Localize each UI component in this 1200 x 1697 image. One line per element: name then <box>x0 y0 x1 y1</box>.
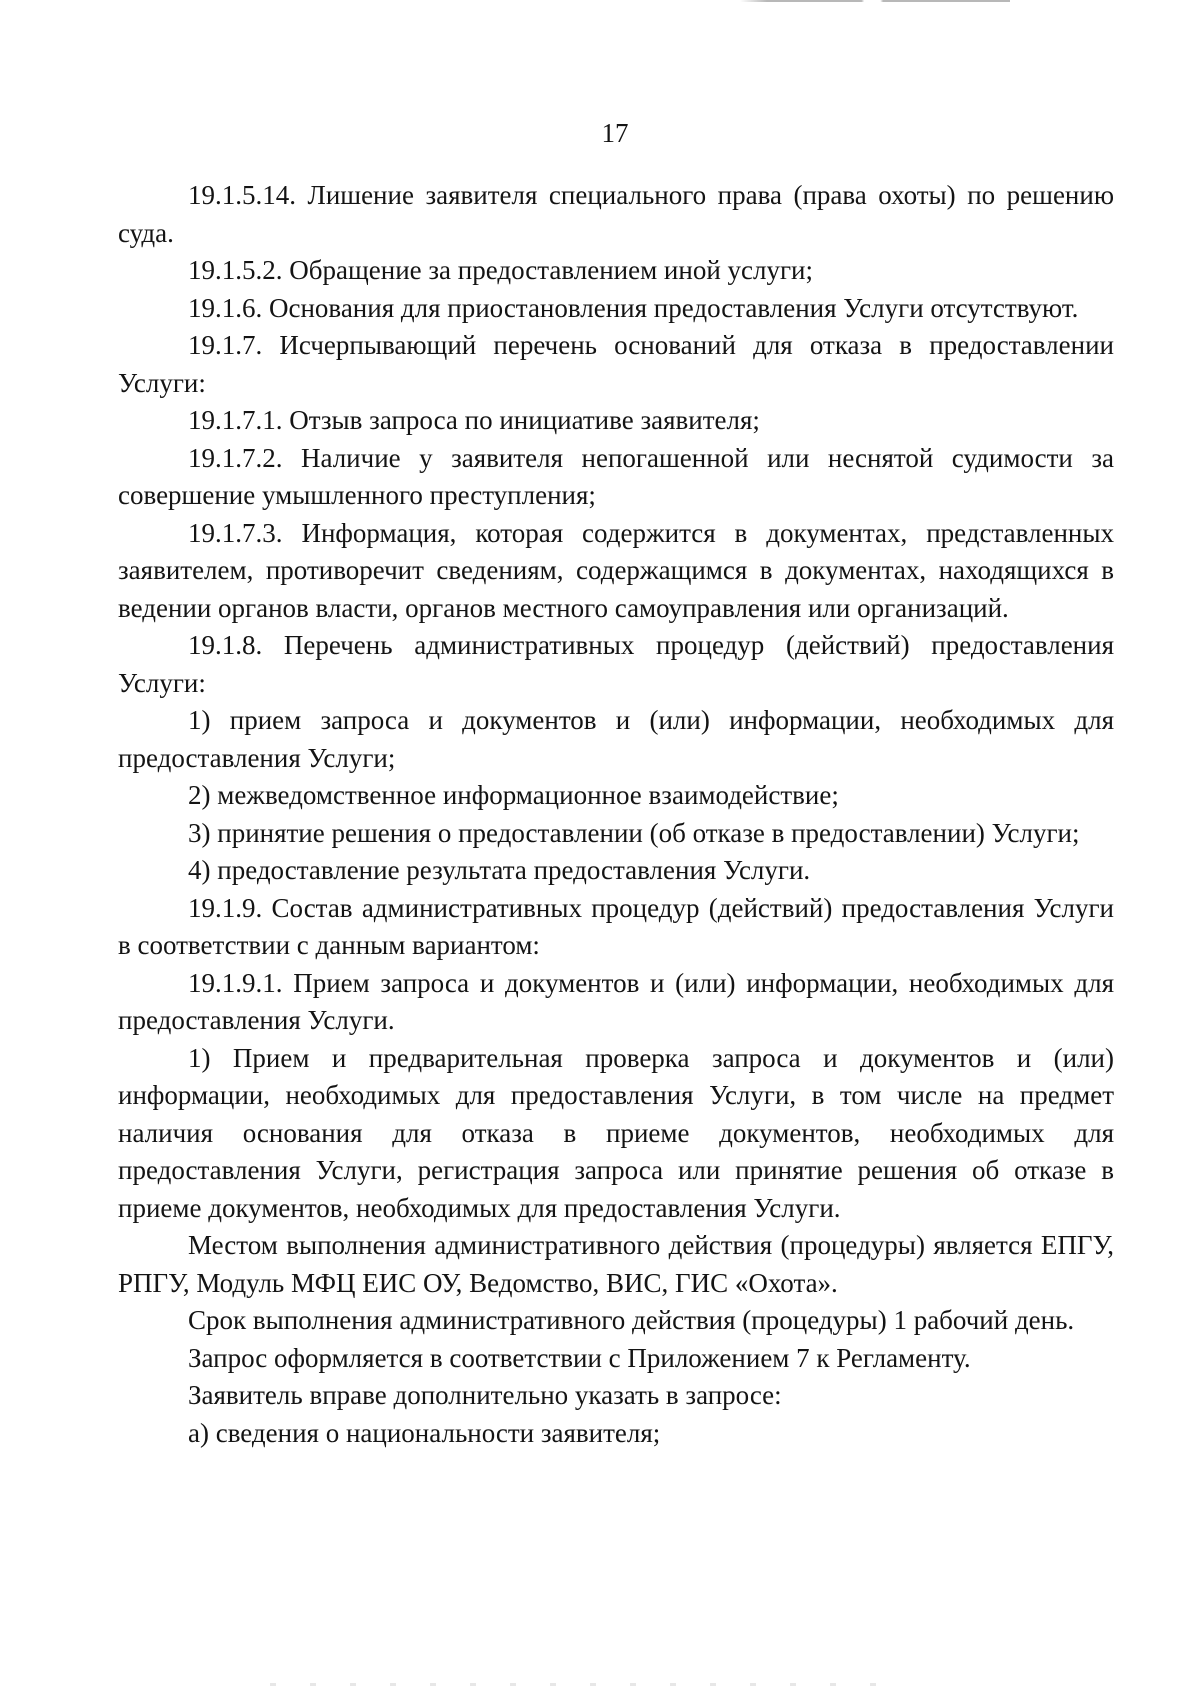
procedure-step-1: 1) Прием и предварительная проверка запроса и документов и (или) информации, необходимых для предоставления Услуги, в том числе на предмет наличия основания для отказа в приеме документов, необходимых для предоставления Услуги, регистрация запроса или принятие решения об отказе в приеме документов, необходимых для предоставления Услуги. <box>118 1042 1114 1223</box>
paragraph-19-1-5-14: 19.1.5.14. Лишение заявителя специального права (права охоты) по решению суда. <box>118 180 1114 248</box>
paragraph-19-1-9: 19.1.9. Состав административных процедур (действий) предоставления Услуги в соответствии с данным вариантом: <box>118 892 1114 960</box>
paragraph-19-1-7-2: 19.1.7.2. Наличие у заявителя непогашенной или неснятой судимости за совершение умышленного преступления; <box>118 442 1114 510</box>
paragraph-19-1-7-3: 19.1.7.3. Информация, которая содержится в документах, представленных заявителем, противоречит сведениям, содержащимся в документах, находящихся в ведении органов власти, органов местного самоуправления или организаций. <box>118 517 1114 623</box>
scan-artifact-top <box>740 0 1010 2</box>
paragraph-19-1-7: 19.1.7. Исчерпывающий перечень оснований для отказа в предоставлении Услуги: <box>118 330 1114 398</box>
list-item-3: 3) принятие решения о предоставлении (об отказе в предоставлении) Услуги; <box>188 817 1080 848</box>
list-item-1: 1) прием запроса и документов и (или) информации, необходимых для предоставления Услуги; <box>118 705 1114 773</box>
paragraph-19-1-6: 19.1.6. Основания для приостановления предоставления Услуги отсутствуют. <box>188 292 1079 323</box>
page-number: 17 <box>601 118 629 148</box>
paragraph-19-1-5-2: 19.1.5.2. Обращение за предоставлением иной услуги; <box>188 255 814 285</box>
list-item-2: 2) межведомственное информационное взаимодействие; <box>188 780 839 810</box>
list-item-4: 4) предоставление результата предоставления Услуги. <box>188 855 811 885</box>
paragraph-19-1-8: 19.1.8. Перечень административных процедур (действий) предоставления Услуги: <box>118 630 1114 698</box>
paragraph-19-1-9-1: 19.1.9.1. Прием запроса и документов и (или) информации, необходимых для предоставления Услуги. <box>118 967 1114 1035</box>
paragraph-place-of-execution: Местом выполнения административного действия (процедуры) является ЕПГУ, РПГУ, Модуль МФЦ ЕИС ОУ, Ведомство, ВИС, ГИС «Охота». <box>118 1230 1114 1298</box>
paragraph-execution-term: Срок выполнения административного действия (процедуры) 1 рабочий день. <box>188 1305 1075 1335</box>
paragraph-applicant-may-specify: Заявитель вправе дополнительно указать в запросе: <box>188 1380 782 1410</box>
scan-artifact-bottom <box>270 1683 910 1686</box>
list-item-a: а) сведения о национальности заявителя; <box>188 1417 661 1448</box>
paragraph-19-1-7-1: 19.1.7.1. Отзыв запроса по инициативе заявителя; <box>188 405 760 435</box>
document-body <box>118 177 1114 1452</box>
paragraph-request-form: Запрос оформляется в соответствии с Приложением 7 к Регламенту. <box>188 1342 971 1373</box>
